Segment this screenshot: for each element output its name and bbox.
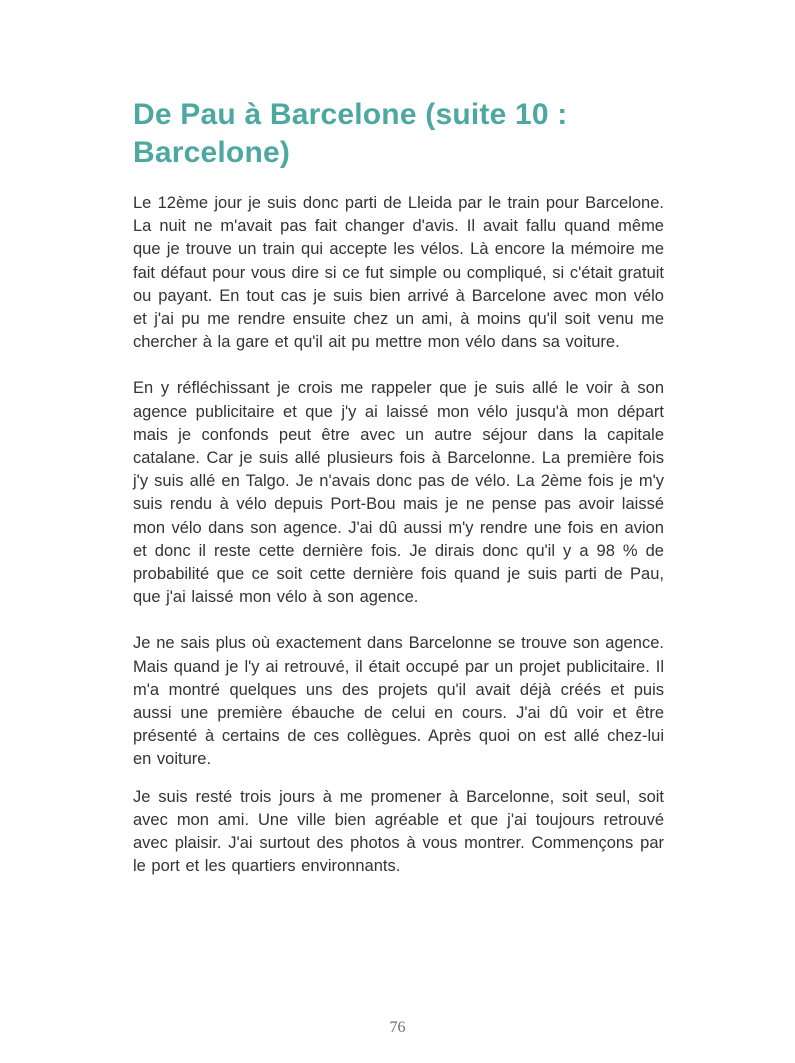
- article-title: De Pau à Barcelone (suite 10 : Barcelone): [133, 98, 568, 169]
- body-paragraph: Je suis resté trois jours à me promener à Barcelonne, soit seul, soit avec mon ami. Une ville bien agréable et que j'ai toujours retrouvé avec plaisir. J'ai surtout des photos à vous montrer. Commençons par le port et les quartiers environnants.: [133, 787, 664, 876]
- body-paragraph: Le 12ème jour je suis donc parti de Lleida par le train pour Barcelone. La nuit ne m'avait pas fait changer d'avis. Il avait fallu quand même que je trouve un train qui accepte les vélos. Là encore la mémoire me fait défaut pour vous dire si ce fut simple ou compliqué, si c'était gratuit ou payant. En tout cas je suis bien arrivé à Barcelone avec mon vélo et j'ai pu me rendre ensuite chez un ami, à moins qu'il soit venu me chercher à la gare et qu'il ait pu mettre mon vélo dans sa voiture.: [133, 194, 664, 352]
- article-content: [133, 96, 664, 878]
- body-paragraph: En y réfléchissant je crois me rappeler que je suis allé le voir à son agence publicitaire et que j'y ai laissé mon vélo jusqu'à mon départ mais je confonds peut être avec un autre séjour dans la capitale catalane. Car je suis allé plusieurs fois à Barcelonne. La première fois j'y suis allé en Talgo. Je n'avais donc pas de vélo. La 2ème fois je m'y suis rendu à vélo depuis Port-Bou mais je ne pense pas avoir laissé mon vélo dans son agence. J'ai dû aussi m'y rendre une fois en avion et donc il reste cette dernière fois. Je dirais donc qu'il y a 98 % de probabilité que ce soit cette dernière fois quand je suis parti de Pau, que j'ai laissé mon vélo à son agence.: [133, 379, 664, 607]
- article-body: [133, 192, 664, 878]
- page-number: 76: [389, 1019, 406, 1036]
- body-paragraph: Je ne sais plus où exactement dans Barcelonne se trouve son agence. Mais quand je l'y ai retrouvé, il était occupé par un projet publicitaire. Il m'a montré quelques uns des projets qu'il avait déjà créés et puis aussi une première ébauche de celui en cours. J'ai dû voir et être présenté à certains de ces collègues. Après quoi on est allé chez-lui en voiture.: [133, 634, 664, 769]
- page-footer: [0, 1019, 795, 1037]
